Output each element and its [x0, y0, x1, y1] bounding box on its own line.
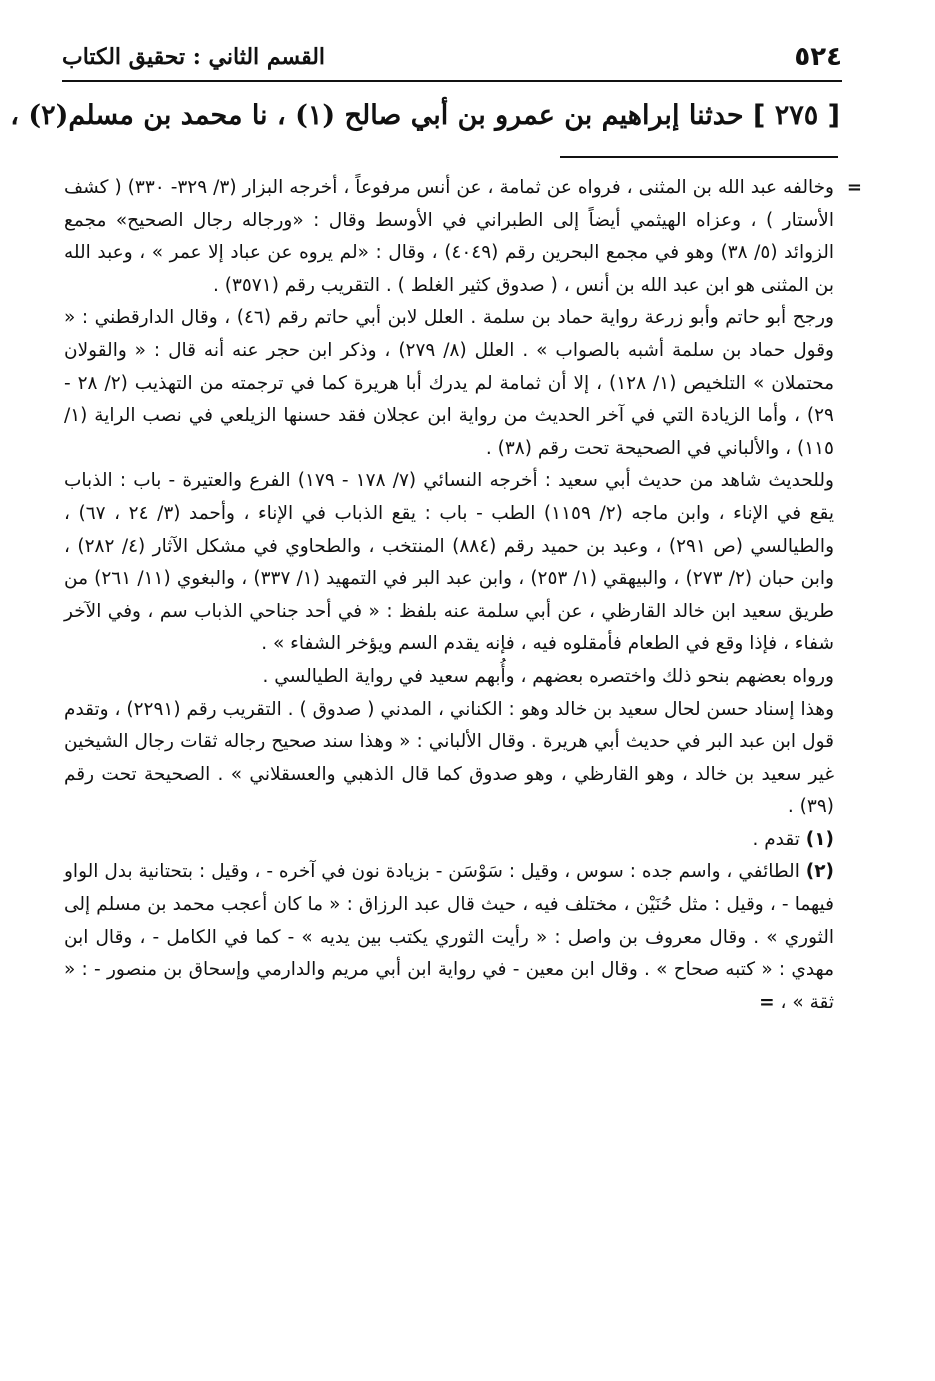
paragraph-text: وللحديث شاهد من حديث أبي سعيد : أخرجه النسائي (٧/ ١٧٨ - ١٧٩) الفرع والعتيرة - باب : الذباب يقع في الإناء ، وابن ماجه (٢/ ١١٥٩) الطب - باب : يقع الذباب في الإناء ، وأحمد (٣/ ٢٤ ، ٦٧) ، والطيالسي (ص ٢٩١) ، وعبد بن حميد رقم (٨٨٤) المنتخب ، والطحاوي في مشكل الآثار (٤/ ٢٨٢) ، وابن حبان (٢/ ٢٧٣) ، والبيهقي (١/ ٢٥٣) ، وابن عبد البر في التمهيد (١/ ٣٣٧) ، والبغوي (١١/ ٢٦١) من طريق سعيد ابن خالد القارظي ، عن أبي سلمة عنه بلفظ : « في أحد جناحي الذباب سم ، وفي الآخر شفاء ، فإذا وقع في الطعام فأمقلوه فيه ، فإنه يقدم السم ويؤخر الشفاء » .: [64, 470, 835, 655]
footnote-label: (١): [805, 828, 834, 850]
notes-paragraph: [64, 172, 862, 302]
notes-paragraph: [64, 661, 834, 694]
hadith-bracket-close: ]: [743, 100, 775, 131]
notes-paragraph: [64, 694, 834, 824]
hadith-line: [10, 94, 840, 138]
notes-paragraph: [64, 302, 834, 465]
paragraph-text: وخالفه عبد الله بن المثنى ، فرواه عن ثمامة ، عن أنس مرفوعاً ، أخرجه البزار (٣/ ٣٢٩- ٣٣٠) ( كشف الأستار ) ، وعزاه الهيثمي أيضاً إلى الطبراني في الأوسط وقال : «ورجاله رجال الصحيح» مجمع الزوائد (٥/ ٣٨) وهو في مجمع البحرين رقم (٤٠٤٩) ، وقال : «لم يروه عن عباد إلا عمر » ، وعبد الله بن المثنى هو ابن عبد الله بن أنس ، ( صدوق كثير الغلط ) . التقريب رقم (٣٥٧١) .: [64, 177, 835, 296]
continuation-mark: =: [759, 991, 775, 1013]
hadith-bracket-open: [: [818, 100, 840, 131]
page-number: ٥٢٤: [794, 42, 842, 72]
running-title: القسم الثاني : تحقيق الكتاب: [62, 44, 326, 70]
commentary-notes: [64, 172, 862, 1019]
paragraph-text: ورجح أبو حاتم وأبو زرعة رواية حماد بن سلمة . العلل لابن أبي حاتم رقم (٤٦) ، وقال الدارقطني : « وقول حماد بن سلمة أشبه بالصواب » . العلل (٨/ ٢٧٩) ، وذكر ابن حجر عنه أنه قال : « والقولان محتملان » التلخيص (١/ ١٢٨) ، إلا أن ثمامة لم يدرك أبا هريرة كما في ترجمته من التهذيب (٢/ ٢٨ - ٢٩) ، وأما الزيادة التي في آخر الحديث من رواية ابن عجلان فقد حسنها الزيلعي في نصب الراية (١/ ١١٥) ، والألباني في الصحيحة تحت رقم (٣٨) .: [64, 307, 834, 459]
footnote-divider: [560, 156, 838, 158]
footnote-text: الطائفي ، واسم جده : سوس ، وقيل : سَوْسَن - بزيادة نون في آخره - ، وقيل : بتحتانية بدل الواو فيهما - ، وقيل : مثل حُنَيْن ، مختلف فيه ، حيث قال عبد الرزاق : « ما كان أعجب محمد بن مسلم إلى الثوري » . وقال معروف بن واصل : « رأيت الثوري يكتب بين يديه » - كما في الكامل - ، وقال ابن مهدي : « كتبه صحاح » . وقال ابن معين - في رواية ابن أبي مريم والدارمي وإسحاق بن منصور - : « ثقة » ،: [64, 861, 834, 1013]
paragraph-text: وهذا إسناد حسن لحال سعيد بن خالد وهو : الكناني ، المدني ( صدوق ) . التقريب رقم (٢٢٩١) ، وتقدم قول ابن عبد البر في حديث أبي هريرة . وقال الألباني : « وهذا سند صحيح رجاله ثقات رجال الشيخين غير سعيد بن خالد ، وهو القارظي ، وهو صدوق كما قال الذهبي والعسقلاني » . الصحيحة تحت رقم (٣٩) .: [64, 698, 835, 818]
footnote-label: (٢): [805, 861, 834, 883]
footnote: [64, 856, 834, 1019]
continuation-mark: =: [846, 177, 862, 198]
hadith-number: ٢٧٥: [774, 100, 819, 131]
paragraph-text: ورواه بعضهم بنحو ذلك واختصره بعضهم ، وأُبهم سعيد في رواية الطيالسي .: [262, 665, 834, 687]
page-header: [62, 38, 842, 82]
footnote: [64, 824, 834, 857]
footnote-text: تقدم .: [752, 828, 800, 850]
notes-paragraph: [64, 465, 834, 661]
hadith-text: حدثنا إبراهيم بن عمرو بن أبي صالح (١) ، نا محمد بن مسلم(٢) ،: [10, 100, 744, 131]
